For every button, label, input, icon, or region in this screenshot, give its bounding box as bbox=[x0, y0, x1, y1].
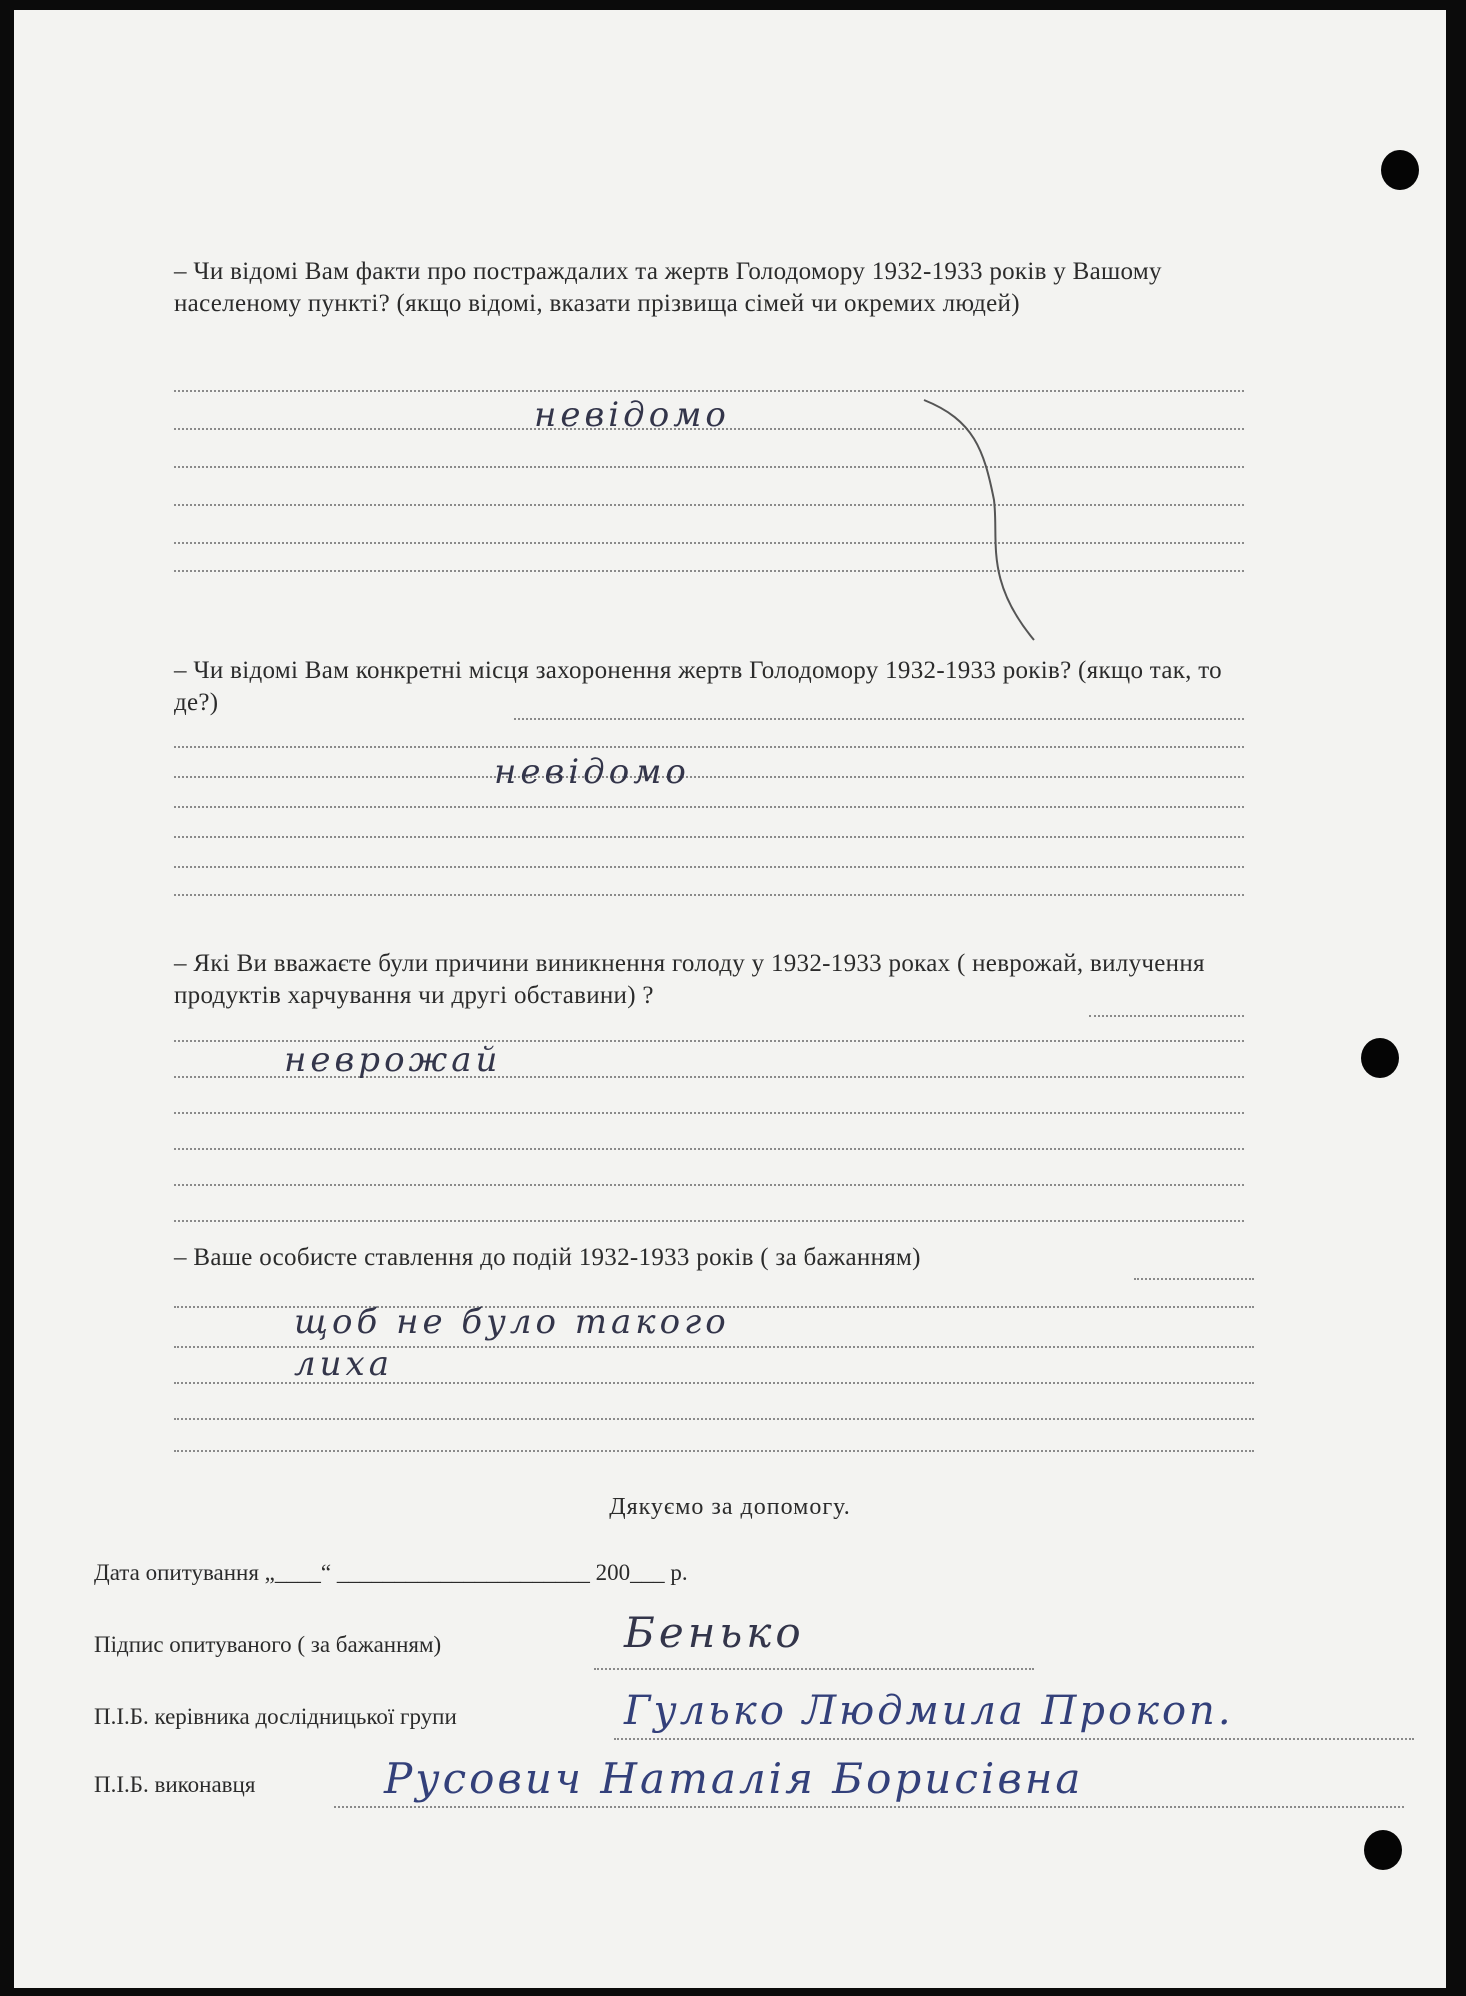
punch-hole-bottom bbox=[1364, 1830, 1402, 1870]
punch-hole-top bbox=[1381, 150, 1419, 190]
answer-line bbox=[174, 1220, 1244, 1222]
executor-label: П.І.Б. виконавця bbox=[94, 1772, 256, 1797]
answer-line bbox=[174, 1450, 1254, 1452]
survey-date-label: Дата опитування „____“ ______________________ 200___ р. bbox=[94, 1560, 688, 1585]
executor-line bbox=[334, 1806, 1404, 1808]
executor-name: Русович Наталія Борисівна bbox=[384, 1754, 1084, 1803]
answer-line bbox=[1134, 1278, 1254, 1280]
answer-line bbox=[1089, 1015, 1244, 1017]
punch-hole-middle bbox=[1361, 1038, 1399, 1078]
answer-line bbox=[174, 836, 1244, 838]
research-leader-label: П.І.Б. керівника дослідницької групи bbox=[94, 1704, 457, 1729]
question-3-text: – Які Ви вважаєте були причини виникнення голоду у 1932-1933 роках ( неврожай, вилучення продуктів харчування чи другі обставини) ? bbox=[174, 950, 1205, 1009]
answer-line bbox=[174, 1184, 1244, 1186]
answer-line bbox=[174, 894, 1244, 896]
answer-1-handwritten: невідомо bbox=[534, 395, 730, 435]
thanks-text: Дякуємо за допомогу. bbox=[609, 1494, 851, 1520]
question-4-text: – Ваше особисте ставлення до подій 1932-1933 років ( за бажанням) bbox=[174, 1244, 921, 1271]
answer-line bbox=[174, 746, 1244, 748]
answer-line bbox=[174, 776, 1244, 778]
answer-2-handwritten: невідомо bbox=[494, 752, 690, 792]
document-page bbox=[14, 10, 1446, 1988]
answer-3-handwritten: неврожай bbox=[284, 1040, 502, 1080]
answer-line bbox=[174, 1418, 1254, 1420]
signature-line bbox=[594, 1668, 1034, 1670]
leader-line bbox=[614, 1738, 1414, 1740]
question-2-text: – Чи відомі Вам конкретні місця захоронення жертв Голодомору 1932-1933 років? (якщо так, то де?) bbox=[174, 657, 1222, 716]
answer-4-handwritten-line-1: щоб не було такого bbox=[294, 1302, 730, 1342]
stray-pen-mark bbox=[914, 390, 1094, 650]
answer-line bbox=[174, 1148, 1244, 1150]
respondent-signature: Бенько bbox=[624, 1608, 805, 1657]
respondent-signature-label: Підпис опитуваного ( за бажанням) bbox=[94, 1632, 442, 1657]
answer-line bbox=[174, 1112, 1244, 1114]
research-leader-name: Гулько Людмила Прокоп. bbox=[624, 1688, 1234, 1734]
answer-line bbox=[514, 718, 1244, 720]
question-1-text: – Чи відомі Вам факти про постраждалих та жертв Голодомору 1932-1933 років у Вашому населеному пункті? (якщо відомі, вказати прізвища сімей чи окремих людей) bbox=[174, 258, 1162, 317]
answer-line bbox=[174, 866, 1244, 868]
answer-line bbox=[174, 806, 1244, 808]
answer-4-handwritten-line-2: лиха bbox=[294, 1344, 393, 1384]
